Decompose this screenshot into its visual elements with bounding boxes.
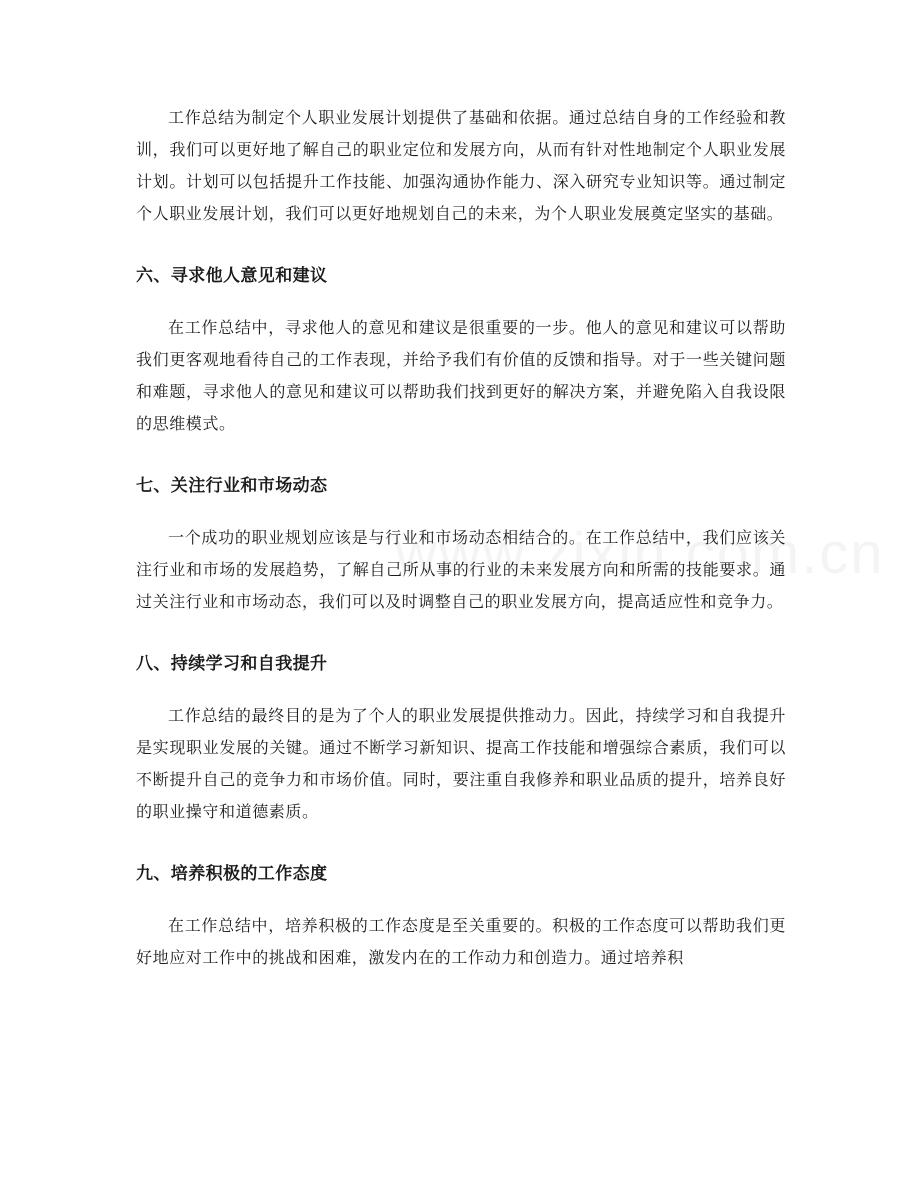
section-heading-8: 八、持续学习和自我提升 <box>136 654 328 674</box>
paragraph-intro: 工作总结为制定个人职业发展计划提供了基础和依据。通过总结自身的工作经验和教训，我们可以更好地了解自己的职业定位和发展方向，从而有针对性地制定个人职业发展计划。计划可以包括提升工作技能、加强沟通协作能力、深入研究专业知识等。通过制定个人职业发展计划，我们可以更好地规划自己的未来，为个人职业发展奠定坚实的基础。 <box>136 108 786 223</box>
section-heading-9: 九、培养积极的工作态度 <box>136 864 328 884</box>
paragraph-section-9: 在工作总结中，培养积极的工作态度是至关重要的。积极的工作态度可以帮助我们更好地应对工作中的挑战和困难，激发内在的工作动力和创造力。通过培养积 <box>136 916 786 967</box>
paragraph-section-6: 在工作总结中，寻求他人的意见和建议是很重要的一步。他人的意见和建议可以帮助我们更客观地看待自己的工作表现，并给予我们有价值的反馈和指导。对于一些关键问题和难题，寻求他人的意见和建议可以帮助我们找到更好的解决方案，并避免陷入自我设限的思维模式。 <box>136 318 786 433</box>
watermark <box>395 520 885 587</box>
paragraph-section-7: 一个成功的职业规划应该是与行业和市场动态相结合的。在工作总结中，我们应该关注行业和市场的发展趋势，了解自己所从事的行业的未来发展方向和所需的技能要求。通过关注行业和市场动态，我们可以及时调整自己的职业发展方向，提高适应性和竞争力。 <box>136 528 786 611</box>
section-heading-6: 六、寻求他人意见和建议 <box>136 266 328 286</box>
paragraph-section-8: 工作总结的最终目的是为了个人的职业发展提供推动力。因此，持续学习和自我提升是实现职业发展的关键。通过不断学习新知识、提高工作技能和增强综合素质，我们可以不断提升自己的竞争力和市场价值。同时，要注重自我修养和职业品质的提升，培养良好的职业操守和道德素质。 <box>136 706 786 821</box>
section-heading-7: 七、关注行业和市场动态 <box>136 476 328 496</box>
